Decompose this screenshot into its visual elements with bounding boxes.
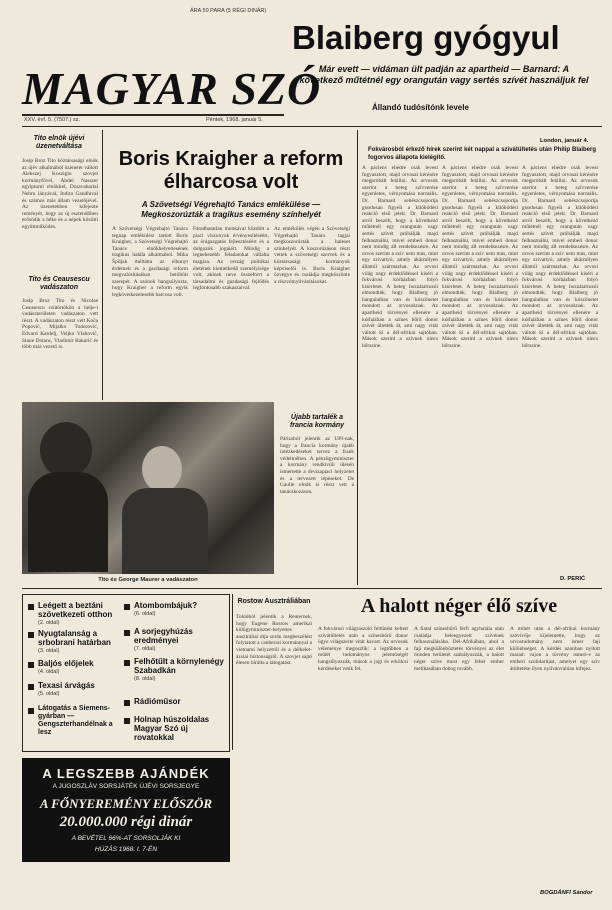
index-bullet xyxy=(28,632,34,638)
bottom-headline: A halott néger élő szíve xyxy=(360,595,558,617)
kraigher-subhead: A Szövetségi Végrehajtó Tanács emlékülése — Megkoszorúzták a tragikus esemény színhelyét xyxy=(141,200,321,219)
kraigher-col2: Fáradhatatlan munkával küzdött a piaci viszonyok érvényesítéséért, az önigazgatás fejlesztéséért és a dolgozók jogaiért. Mindig a legnehezebb feladatokat vállalta magára. Az ország politikai életének kiemelkedő személyisége volt, akinek neve összeforrt a társadalmi és gazdasági fejlődés legfontosabb szakaszaival. xyxy=(193,226,269,292)
advert-line2: A JUGOSZLÁV SORSJÁTÉK ÚJÉVI SORSJEGYE xyxy=(52,783,200,790)
index-bullet xyxy=(124,630,130,636)
advert-line3: A FŐNYEREMÉNY ELŐSZÖR xyxy=(39,796,213,811)
index-item-4[interactable]: Texasi árvágás (5. oldal) xyxy=(38,681,95,697)
photo-figure-right-body xyxy=(122,488,208,574)
index-bullet xyxy=(28,684,34,690)
french-brief-body: Párizsból jelentik az UPI-nak, hogy a francia kormány újabb intézkedéseket tervez a frank védelmében. A pénzügyminiszter a kormány rendkívüli ülésén ismertette a devizapiaci helyzetet és a tervezett lépéseket. De Gaulle elnök is részt vett a tanácskozáson. xyxy=(280,436,354,495)
index-bullet xyxy=(124,660,130,666)
index-item-6[interactable]: Atombombájuk? (6. oldal) xyxy=(134,601,198,617)
photo-figure-left-body xyxy=(28,472,108,572)
photo-figure-left-head xyxy=(40,422,92,478)
lottery-advert[interactable] xyxy=(22,758,230,862)
rostow-divider xyxy=(232,594,233,750)
kraigher-col1: A Szövetségi Végrehajtó Tanács tegnap emlékülést tartott Boris Kraigher, a Szövetségi Végrehajtó Tanács elnökhelyettesének tragikus halála alkalmából. Mika Špiljak méltatta az elhunyt érdemeit és a gazdasági reform megvalósításában betöltött szerepét. A szónok hangsúlyozta, hogy Kraigher a reform egyik legkövetkezetesebb harcosa volt. xyxy=(112,226,188,298)
lead-credit: D. PERIĆ xyxy=(560,576,586,582)
index-item-2[interactable]: Nyugtalanság a srbobrani határban (3. oldal) xyxy=(38,629,111,654)
advert-line6: HÚZÁS 1968. I. 7-ÉN xyxy=(94,846,158,853)
photo-caption: Tito és George Maurer a vadászaton xyxy=(98,577,198,583)
tito-newyear-body: Josip Broz Tito köztársasági elnök az újév alkalmából üzenetet váltott Alekszej Koszigin szovjet kormányfővel, Abdel Nasszer egyiptomi elnökkel, Dzsavaharlal Nehru lányával, Indira Gandhival és számos más állam vezetőjével. Az üzenetekben kifejezte reményét, hogy az új esztendőben erősödik a béke és a népek közötti együttműködés. xyxy=(22,158,98,230)
header-bottom-rule xyxy=(22,126,602,127)
index-item-1[interactable]: Leégett a beztáni szövetkezeti otthon (2. oldal) xyxy=(38,601,113,626)
bottom-col1: A fokvárosi világraszóló feltűnést keltett szívátültetés után a színesbőrű donor ügye világszerte vitát kavart. Az orvosok véleménye megoszlik: a legtöbben a műtét tudományos jelentőségét hangsúlyozzák, mások a jogi és erkölcsi kérdéseket vetik fel. xyxy=(318,626,408,672)
index-bullet xyxy=(28,708,34,714)
tito-hunt-body: Josip Broz Tito és Nicolae Ceausescu csütörtökön a belje-i vadászterületen vadászaton vett részt. A vadászaton részt vett Koča Popović, Mijalko Todorović, Edvard Kardelj, Veljko Vlahović, Stane Dolanc, Vladimir Bakarić és több más vezető is. xyxy=(22,298,98,351)
index-item-7[interactable]: A sorjegyhúzás eredményei (7. oldal) xyxy=(134,627,193,652)
price-line: ÁRA 50 PARA (5 RÉGI DINÁR) xyxy=(190,8,267,14)
masthead-title: MAGYAR SZÓ xyxy=(22,63,322,114)
bottom-col2: A fiatal színesbőrű férfi agyhalála után családja beleegyezett szívének felhasználásába. Dél-Afrikában, ahol a faji megkülönböztetés törvényei az élet minden területét szabályozzák, a halott néger szíve most egy fehér ember mellkasában dobog tovább. xyxy=(414,626,504,672)
kraigher-col3: Az emlékülés végén a Szövetségi Végrehajtó Tanács tagjai megkoszorúzták a baleset színhelyét. A koszorúzáson részt vettek a szövetségi szervek és a köztársasági kormányok képviselői is. Boris Kraigher özvegye és családja megköszönte a részvétnyilvánításokat. xyxy=(274,226,350,285)
french-brief-title: Újabb tartalék a francia kormány xyxy=(289,414,345,429)
index-bullet xyxy=(28,604,34,610)
advert-line4: 20.000.000 régi dinár xyxy=(59,814,193,830)
index-bullet xyxy=(124,700,130,706)
bottom-col3: A műtét után a dél-afrikai kormány szóvivője kijelentette, hogy az orvostudomány nem ismer faji különbséget. A kérdés azonban nyitott marad: vajon a törvény ismeri-e az emberi szolidaritást, amelyet egy szív átültetése ilyen nyilvánvalóan kifejez. xyxy=(510,626,600,672)
tito-hunt-title: Tito és Ceausescu vadászaton xyxy=(28,276,90,291)
lead-intro: Fokvárosból érkező hírek szerint két nappal a szívátültetés után Philip Blaiberg fogorvos állapota kielégítő. xyxy=(368,147,596,161)
advert-line1: A LEGSZEBB AJÁNDÉK xyxy=(42,766,210,781)
advert-line5: A BEVÉTEL 66%-AT SORSOLJÁK KI xyxy=(71,835,181,842)
lower-section-rule xyxy=(22,588,602,589)
lead-headline: Blaiberg gyógyul xyxy=(292,19,560,56)
lead-body-col1: A páciens ebédre csak levest fogyasztott, majd orvosai kérésére megpróbált felállni. Az orvosok szerint a beteg szívverése egyenletes, vérnyomása normális. Dr. Barnard sebészcsoportja gondosan figyeli a kilökődési reakció első jeleit. Dr. Barnard arról beszélt, hogy a következő műtétnél egy orangután vagy sertés szívét próbálják majd felhasználni, mivel emberi donor nem mindig áll rendelkezésre. Az orvos szerint a szív nem más, mint egy szivattyú, amely akármilyen állattól származhat. Az orvosi világ nagy érdeklődéssel kíséri a fokvárosi kórházban folyó kísérletet. A beteg hozzátartozói elmondták, hogy Blaiberg jó hangulatban van és köszönetet mondott az orvosoknak. Az apartheid törvényei ellenére a kórházban a színes bőrű donor szívét ültették át, ami nagy vitát váltott ki a dél-afrikai sajtóban. Mások szerint a szívnek nincs bőrszíne. xyxy=(362,165,438,350)
issue-line: XXV. évf. 5. (7507.) sz. xyxy=(24,117,81,123)
lead-body-col2: A páciens ebédre csak levest fogyasztott, majd orvosai kérésére megpróbált felállni. Az orvosok szerint a beteg szívverése egyenletes, vérnyomása normális. Dr. Barnard sebészcsoportja gondosan figyeli a kilökődési reakció első jeleit. Dr. Barnard arról beszélt, hogy a következő műtétnél egy orangután vagy sertés szívét próbálják majd felhasználni, mivel emberi donor nem mindig áll rendelkezésre. Az orvos szerint a szív nem más, mint egy szivattyú, amely akármilyen állattól származhat. Az orvosi világ nagy érdeklődéssel kíséri a fokvárosi kórházban folyó kísérletet. A beteg hozzátartozói elmondták, hogy Blaiberg jó hangulatban van és köszönetet mondott az orvosoknak. Az apartheid törvényei ellenére a kórházban a színes bőrű donor szívét ültették át, ami nagy vitát váltott ki a dél-afrikai sajtóban. Mások szerint a szívnek nincs bőrszíne. xyxy=(442,165,518,350)
tito-maurer-photo xyxy=(22,402,274,574)
lead-subhead: Már evett — vidáman ült padján az apartheid — Barnard: A következő műtétnél egy orangután vagy sertés szívét használjuk fel xyxy=(299,64,589,85)
index-bullet xyxy=(124,718,130,724)
bottom-credit: BOGDÁNFI Sándor xyxy=(540,890,593,896)
date-line: Péntek, 1968. január 5. xyxy=(206,117,263,123)
index-item-10[interactable]: Holnap húszoldalas Magyar Szó új rovatokkal xyxy=(134,715,210,742)
lead-column-divider xyxy=(357,130,358,585)
kraigher-headline: Boris Kraigher a reform élharcosa volt xyxy=(118,148,344,193)
lead-byline: Állandó tudósítónk levele xyxy=(372,103,469,112)
index-item-3[interactable]: Baljós előjelek (4. oldal) xyxy=(38,659,94,675)
rostow-body: Tokióból jelentik a Reuternek, hogy Eugene Rostow amerikai külügyminiszter-helyettes ausztráliai útja során megbeszélést folytatott a canberrai kormánnyal a vietnami helyzetről és a délkelet-ázsiai biztonságról. A szovjet sajtó élesen bírálta a látogatást. xyxy=(236,614,312,667)
index-item-8[interactable]: Felhőtűlt a környlenégy Szabadkán (8. oldal) xyxy=(134,657,224,682)
index-item-5[interactable]: Látogatás a Siemens-gyárban — Gengszterhandélnak a lesz xyxy=(38,705,113,736)
left-column-divider xyxy=(102,130,103,400)
index-bullet xyxy=(124,604,130,610)
photo-figure-right-head xyxy=(142,446,182,492)
index-item-9[interactable]: Rádióműsor xyxy=(134,697,181,706)
index-bullet xyxy=(28,662,34,668)
lead-body-col3: A páciens ebédre csak levest fogyasztott, majd orvosai kérésére megpróbált felállni. Az orvosok szerint a beteg szívverése egyenletes, vérnyomása normális. Dr. Barnard sebészcsoportja gondosan figyeli a kilökődési reakció első jeleit. Dr. Barnard arról beszélt, hogy a következő műtétnél egy orangután vagy sertés szívét próbálják majd felhasználni, mivel emberi donor nem mindig áll rendelkezésre. Az orvos szerint a szív nem más, mint egy szivattyú, amely akármilyen állattól származhat. Az orvosi világ nagy érdeklődéssel kíséri a fokvárosi kórházban folyó kísérletet. A beteg hozzátartozói elmondták, hogy Blaiberg jó hangulatban van és köszönetet mondott az orvosoknak. Az apartheid törvényei ellenére a kórházban a színes bőrű donor szívét ültették át, ami nagy vitát váltott ki a dél-afrikai sajtóban. Mások szerint a szívnek nincs bőrszíne. xyxy=(522,165,598,350)
lead-dateline: London, január 4. xyxy=(540,138,589,144)
tito-newyear-title: Tito elnök újévi üzenetváltása xyxy=(33,135,85,150)
rostow-title: Rostow Ausztráliában xyxy=(237,598,311,605)
masthead-rule xyxy=(22,114,284,116)
